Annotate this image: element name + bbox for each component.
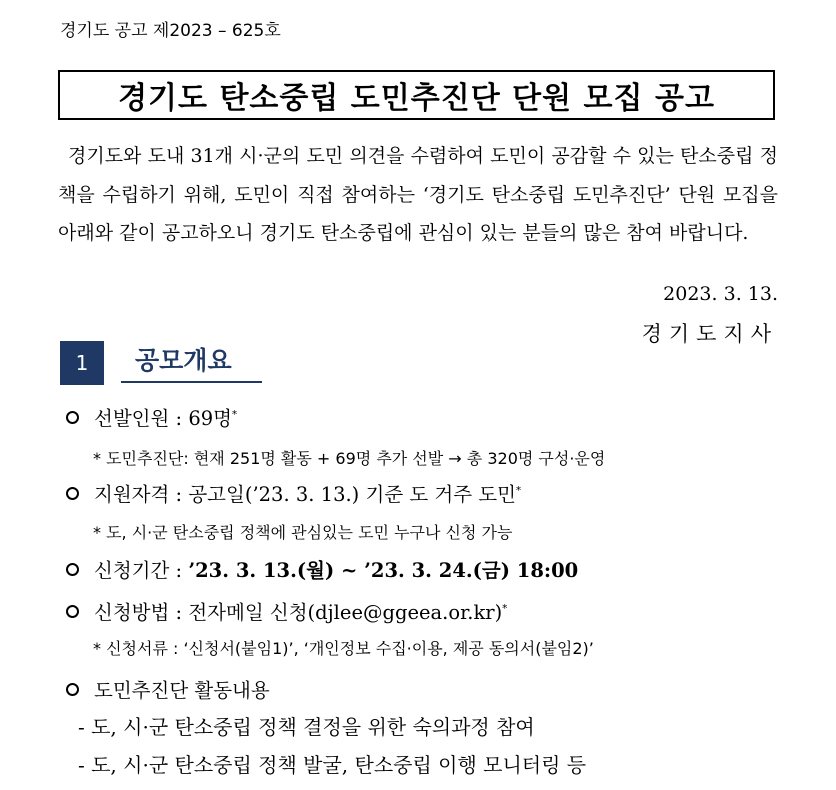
- item-value: 69명: [188, 407, 232, 430]
- item-label: 지원자격: [94, 483, 170, 506]
- item-method: 신청방법 : 전자메일 신청(djlee@ggeea.or.kr)*: [66, 597, 507, 625]
- item-label: 도민추진단 활동내용: [94, 679, 270, 702]
- circle-bullet-icon: [66, 487, 79, 500]
- intro-text: 경기도와 도내 31개 시·군의 도민 의견을 수렴하여 도민이 공감할 수 있는 탄소중립 정책을 수립하기 위해, 도민이 직접 참여하는 ‘경기도 탄소중립 도민추진단’ 단원 모집을 아래와 같이 공고하오니 경기도 탄소중립에 관심이 있는 분들의 많은 참여 바랍니다.: [58, 145, 778, 244]
- footnote-mark: *: [515, 485, 521, 497]
- notice-number: 경기도 공고 제2023 – 625호: [60, 21, 281, 41]
- page-title: 경기도 탄소중립 도민추진단 단원 모집 공고: [58, 70, 775, 120]
- item-note: * 도, 시·군 탄소중립 정책에 관심있는 도민 누구나 신청 가능: [93, 523, 513, 542]
- item-value: 전자메일 신청(djlee@ggeea.or.kr): [188, 601, 503, 624]
- item-value: ’23. 3. 13.(월) ~ ’23. 3. 24.(금) 18:00: [188, 559, 579, 582]
- item-period: 신청기간 : ’23. 3. 13.(월) ~ ’23. 3. 24.(금) 18:00: [66, 555, 578, 583]
- activity-line: - 도, 시·군 탄소중립 정책 결정을 위한 숙의과정 참여: [78, 715, 535, 739]
- activity-line: - 도, 시·군 탄소중립 정책 발굴, 탄소중립 이행 모니터링 등: [78, 753, 587, 777]
- circle-bullet-icon: [66, 563, 79, 576]
- item-label: 선발인원: [94, 407, 170, 430]
- intro-paragraph: [58, 137, 778, 253]
- section-number: 1: [60, 341, 104, 385]
- item-activities: [66, 675, 270, 703]
- item-note: * 도민추진단: 현재 251명 활동 + 69명 추가 선발 → 총 320명 구성·운영: [93, 449, 606, 468]
- item-value: 공고일(’23. 3. 13.) 기준 도 거주 도민: [188, 483, 516, 506]
- footnote-mark: *: [231, 409, 237, 421]
- footnote-mark: *: [502, 603, 508, 615]
- signer: 경기도지사: [641, 322, 778, 346]
- circle-bullet-icon: [66, 411, 79, 424]
- item-label: 신청기간: [94, 559, 170, 582]
- circle-bullet-icon: [66, 683, 79, 696]
- item-eligibility: 지원자격 : 공고일(’23. 3. 13.) 기준 도 거주 도민*: [66, 479, 521, 507]
- notice-date: 2023. 3. 13.: [663, 283, 778, 305]
- item-label: 신청방법: [94, 601, 170, 624]
- item-recruit-count: 선발인원 : 69명*: [66, 403, 237, 431]
- item-note: * 신청서류 : ‘신청서(붙임1)’, ‘개인정보 수집·이용, 제공 동의서(붙임2)’: [93, 639, 594, 658]
- section-title: 공모개요: [121, 341, 262, 383]
- circle-bullet-icon: [66, 605, 79, 618]
